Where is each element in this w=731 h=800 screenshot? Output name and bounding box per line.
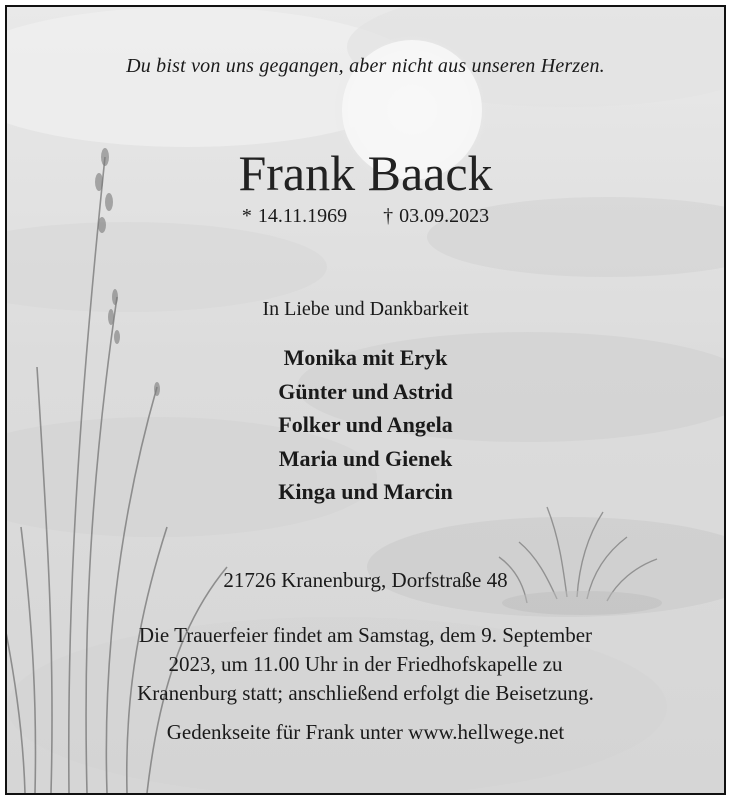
dedication-line: In Liebe und Dankbarkeit [262, 298, 469, 320]
mourner-name: Monika mit Eryk [283, 345, 448, 370]
mourner-name: Kinga und Marcin [278, 479, 453, 504]
death-date: † 03.09.2023 [383, 205, 490, 227]
mourner-name: Folker und Angela [278, 412, 453, 437]
obituary-text [7, 7, 724, 793]
deceased-name: Frank Baack [238, 145, 493, 201]
ceremony-info [7, 621, 724, 708]
life-dates [7, 205, 724, 228]
ceremony-line: Kranenburg statt; anschließend erfolgt die Beisetzung. [137, 681, 594, 705]
ceremony-line: 2023, um 11.00 Uhr in der Friedhofskapelle zu [168, 652, 563, 676]
mourners-list [7, 341, 724, 509]
ceremony-line: Die Trauerfeier findet am Samstag, dem 9. September [138, 623, 593, 647]
birth-date: * 14.11.1969 [241, 205, 348, 227]
memorial-page-line: Gedenkseite für Frank unter www.hellwege.net [166, 720, 565, 744]
mourner-name: Günter und Astrid [278, 378, 453, 404]
obituary-card [5, 5, 726, 795]
family-address: 21726 Kranenburg, Dorfstraße 48 [223, 568, 508, 592]
mourner-name: Maria und Gienek [278, 445, 453, 471]
memorial-quote: Du bist von uns gegangen, aber nicht aus unseren Herzen. [126, 55, 605, 77]
